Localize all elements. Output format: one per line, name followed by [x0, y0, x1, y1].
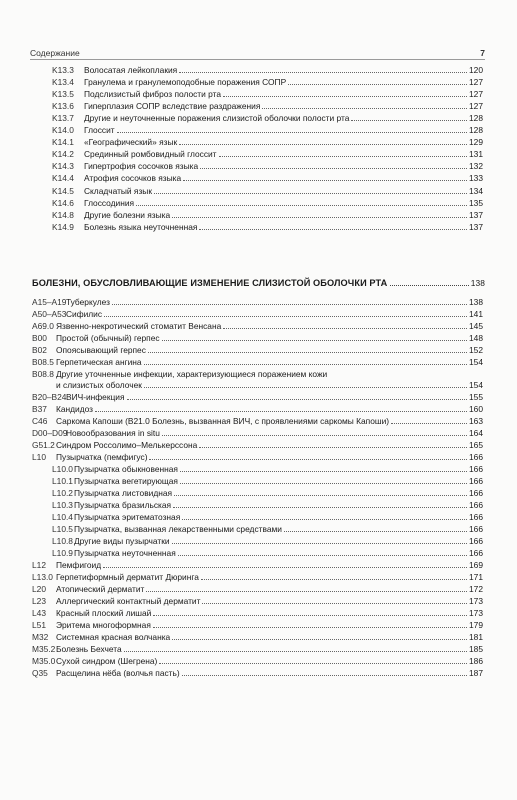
- toc-entry-page: 134: [469, 185, 483, 196]
- toc-entry-title: Атрофия сосочков языка: [84, 173, 182, 184]
- dot-leader: [162, 435, 467, 436]
- dot-leader: [144, 387, 467, 388]
- toc-entry-page: 135: [469, 197, 483, 208]
- dot-leader: [95, 411, 467, 412]
- toc-entry[interactable]: [32, 321, 483, 331]
- dot-leader: [390, 285, 468, 286]
- dot-leader: [117, 132, 467, 133]
- toc-entry[interactable]: [32, 297, 483, 307]
- dot-leader: [179, 144, 467, 145]
- dot-leader: [199, 447, 467, 448]
- toc-entry-code: D00–D09: [32, 428, 68, 439]
- toc-entry-code: K14.9: [52, 221, 74, 232]
- toc-entry-title: Кандидоз: [56, 404, 94, 415]
- toc-entry-page: 154: [469, 357, 483, 367]
- toc-entry[interactable]: [32, 333, 483, 343]
- dot-leader: [284, 531, 467, 532]
- toc-entry-title: Гиперплазия СОПР вследствие раздражения: [84, 101, 261, 112]
- toc-entry-title: Пемфигоид: [56, 560, 102, 571]
- dot-leader: [180, 483, 467, 484]
- dot-leader: [172, 639, 467, 640]
- toc-entry-title: Другие виды пузырчатки: [74, 536, 170, 547]
- toc-entry[interactable]: [52, 125, 483, 135]
- toc-entry-page: 137: [469, 221, 483, 232]
- toc-entry-code: B02: [32, 345, 47, 355]
- toc-entry-title: Сифилис: [66, 309, 103, 319]
- toc-entry[interactable]: [52, 512, 483, 522]
- toc-entry-page: 138: [469, 297, 483, 307]
- toc-entry-title: Складчатый язык: [84, 185, 152, 196]
- toc-entry-title: Туберкулез: [66, 297, 110, 307]
- dot-leader: [149, 459, 467, 460]
- toc-entry[interactable]: [52, 464, 483, 474]
- dot-leader: [201, 579, 467, 580]
- dot-leader: [351, 120, 467, 121]
- dot-leader: [172, 543, 467, 544]
- toc-entry-code: M35.0: [32, 656, 56, 667]
- toc-entry-code: L13.0: [32, 572, 53, 583]
- toc-entry-title: Пузырчатка бразильская: [74, 500, 172, 511]
- toc-entry[interactable]: [52, 222, 483, 232]
- toc-entry-page: 166: [469, 488, 483, 499]
- dot-leader: [182, 675, 467, 676]
- toc-entry-code: L10.5: [52, 524, 73, 535]
- toc-entry-code: A69.0: [32, 321, 54, 331]
- toc-entry-title: Расщелина нёба (волчья пасть): [56, 668, 180, 679]
- toc-entry-code: B00: [32, 333, 47, 343]
- toc-entry[interactable]: [32, 656, 483, 666]
- dot-leader: [103, 567, 467, 568]
- toc-entry-title: Пузырчатка, вызванная лекарственными средствами: [74, 524, 282, 535]
- toc-entry-title: Аллергический контактный дерматит: [56, 596, 201, 607]
- toc-entry-page: 160: [469, 404, 483, 415]
- header-section-title: Содержание: [30, 48, 80, 58]
- toc-entry-title: Язвенно-некротический стоматит Венсана: [56, 321, 222, 331]
- section-heading-title: БОЛЕЗНИ, ОБУСЛОВЛИВАЮЩИЕ ИЗМЕНЕНИЕ СЛИЗИСТОЙ ОБОЛОЧКИ РТА: [32, 278, 388, 288]
- dot-leader: [112, 304, 467, 305]
- toc-entry[interactable]: [32, 572, 483, 582]
- toc-entry[interactable]: [52, 524, 483, 534]
- toc-entry-page: 164: [469, 428, 483, 439]
- toc-entry-title: Пузырчатка неуточненная: [74, 548, 176, 559]
- toc-entry-title: Глоссодиния: [84, 197, 135, 208]
- toc-entry[interactable]: [32, 416, 483, 426]
- toc-entry[interactable]: [52, 548, 483, 558]
- toc-entry-page: 181: [469, 632, 483, 643]
- toc-entry[interactable]: [32, 668, 483, 678]
- toc-entry-title: Новообразования in situ: [66, 428, 160, 439]
- toc-entry-title: Пузырчатка обыкновенная: [74, 464, 178, 475]
- toc-entry-code: K14.1: [52, 137, 74, 148]
- toc-entry-code: K14.8: [52, 209, 74, 220]
- toc-entry[interactable]: [32, 560, 483, 570]
- dot-leader: [173, 507, 467, 508]
- toc-entry[interactable]: [52, 198, 483, 208]
- dot-leader: [174, 495, 467, 496]
- dot-leader: [148, 352, 467, 353]
- toc-entry-title: Синдром Россолимо–Мелькерссона: [56, 440, 198, 451]
- toc-entry-page: 172: [469, 584, 483, 595]
- toc-entry-title: Волосатая лейкоплакия: [84, 65, 178, 75]
- toc-entry-title: Болезнь Бехчета: [56, 644, 122, 655]
- toc-entry-title: Пузырчатка (пемфигус): [56, 452, 148, 463]
- toc-entry[interactable]: [32, 392, 483, 402]
- toc-entry-code: K13.6: [52, 101, 74, 112]
- toc-entry-page: 173: [469, 596, 483, 607]
- toc-entry[interactable]: [32, 309, 483, 319]
- dot-leader: [136, 205, 467, 206]
- toc-entry-title: «Географический» язык: [84, 137, 178, 148]
- toc-entry-title: Другие болезни языка: [84, 209, 171, 220]
- toc-entry-title: Герпетиформный дерматит Дюринга: [56, 572, 199, 583]
- toc-entry-title: Системная красная волчанка: [56, 632, 171, 643]
- toc-entry-code: C46: [32, 416, 48, 427]
- toc-entry-title: Пузырчатка вегетирующая: [74, 476, 178, 487]
- toc-entry[interactable]: [32, 452, 483, 462]
- dot-leader: [104, 316, 467, 317]
- dot-leader: [179, 72, 467, 73]
- toc-entry-page: 166: [469, 452, 483, 463]
- toc-entry-page: 141: [469, 309, 483, 319]
- toc-entry[interactable]: [32, 345, 483, 355]
- toc-entry-page: 129: [469, 137, 483, 148]
- toc-entry-page: 163: [469, 416, 483, 427]
- toc-entry-page: 187: [469, 668, 483, 679]
- dot-leader: [178, 555, 467, 556]
- toc-entry-title: Сухой синдром (Шегрена): [56, 656, 158, 667]
- toc-entry[interactable]: [32, 608, 483, 618]
- toc-entry-code: A50–A53: [32, 309, 67, 319]
- toc-entry-code: M35.2: [32, 644, 56, 655]
- toc-entry-code: L10.9: [52, 548, 73, 559]
- toc-entry[interactable]: [52, 77, 483, 87]
- toc-entry-code: L10: [32, 452, 46, 463]
- toc-entry-code: L43: [32, 608, 46, 619]
- toc-entry-page: 131: [469, 149, 483, 160]
- toc-entry-page: 166: [469, 512, 483, 523]
- toc-entry[interactable]: [52, 173, 483, 183]
- toc-entry-code: K14.2: [52, 149, 74, 160]
- header-page-number: 7: [480, 48, 485, 58]
- toc-entry-code: K14.6: [52, 197, 74, 208]
- dot-leader: [182, 519, 467, 520]
- toc-entry-page: 127: [469, 89, 483, 100]
- toc-entry[interactable]: [32, 632, 483, 642]
- toc-entry-page: 154: [469, 379, 483, 390]
- toc-entry[interactable]: [52, 500, 483, 510]
- toc-entry[interactable]: [32, 404, 483, 414]
- toc-entry[interactable]: [52, 476, 483, 486]
- dot-leader: [153, 615, 467, 616]
- toc-entry[interactable]: [52, 137, 483, 147]
- toc-entry-title: Глоссит: [84, 125, 115, 136]
- toc-entry-code: L10.0: [52, 464, 73, 475]
- toc-entry-title: Атопический дерматит: [56, 584, 145, 595]
- dot-leader: [288, 84, 467, 85]
- dot-leader: [144, 364, 467, 365]
- toc-entry-page: 186: [469, 656, 483, 667]
- toc-entry-page: 165: [469, 440, 483, 451]
- toc-entry-page: 132: [469, 161, 483, 172]
- toc-entry[interactable]: [52, 536, 483, 546]
- toc-entry[interactable]: [32, 584, 483, 594]
- toc-entry-title: Гипертрофия сосочков языка: [84, 161, 199, 172]
- toc-entry-title: Срединный ромбовидный глоссит: [84, 149, 217, 160]
- toc-entry-page: 166: [469, 548, 483, 559]
- dot-leader: [223, 96, 467, 97]
- toc-entry[interactable]: [32, 428, 483, 438]
- toc-entry-page: 171: [469, 572, 483, 583]
- toc-entry-page: 173: [469, 608, 483, 619]
- toc-entry[interactable]: [52, 488, 483, 498]
- toc-entry-code: K14.4: [52, 173, 74, 184]
- toc-entry-code: K14.0: [52, 125, 74, 136]
- toc-entry-code: Q35: [32, 668, 48, 679]
- toc-entry-page: 152: [469, 345, 483, 355]
- dot-leader: [180, 471, 467, 472]
- toc-entry-title: Герпетическая ангина: [56, 357, 142, 367]
- toc-entry-page: 120: [469, 65, 483, 75]
- toc-entry-code: L51: [32, 620, 46, 631]
- toc-entry-title-cont: и слизистых оболочек: [56, 379, 142, 390]
- toc-entry-page: 169: [469, 560, 483, 571]
- toc-entry-code: B08.8: [32, 369, 54, 379]
- toc-entry-continuation[interactable]: [56, 380, 483, 390]
- toc-entry-page: 145: [469, 321, 483, 331]
- toc-entry-page: 128: [469, 125, 483, 136]
- dot-leader: [159, 663, 467, 664]
- dot-leader: [262, 108, 467, 109]
- toc-entry[interactable]: [32, 620, 483, 630]
- toc-entry-title: Другие уточненные инфекции, характеризующиеся поражением кожи: [56, 369, 328, 379]
- toc-entry-title: Болезнь языка неуточненная: [84, 221, 198, 232]
- toc-entry-code: B20–B24: [32, 392, 67, 403]
- section-heading-page: 138: [470, 278, 485, 288]
- toc-entry-code: M32: [32, 632, 49, 643]
- toc-entry-title: Пузырчатка листовидная: [74, 488, 173, 499]
- toc-entry-code: L10.4: [52, 512, 73, 523]
- dot-leader: [219, 156, 467, 157]
- header-rule: [30, 59, 485, 60]
- toc-entry-code: L20: [32, 584, 46, 595]
- toc-entry[interactable]: [32, 369, 483, 379]
- toc-entry-title: Другие и неуточненные поражения слизистой оболочки полости рта: [84, 113, 350, 124]
- toc-entry[interactable]: [32, 357, 483, 367]
- toc-entry[interactable]: [32, 644, 483, 654]
- section-heading[interactable]: [32, 278, 485, 288]
- toc-entry-code: L12: [32, 560, 46, 571]
- toc-entry-title: ВИЧ-инфекция: [66, 392, 125, 403]
- toc-entry-title: Подслизистый фиброз полости рта: [84, 89, 222, 100]
- toc-entry-title: Красный плоский лишай: [56, 608, 152, 619]
- toc-entry-page: 179: [469, 620, 483, 631]
- toc-entry[interactable]: [52, 113, 483, 123]
- toc-entry-code: K14.3: [52, 161, 74, 172]
- toc-entry-code: K13.7: [52, 113, 74, 124]
- toc-entry-page: 137: [469, 209, 483, 220]
- dot-leader: [200, 168, 467, 169]
- toc-entry-code: L10.8: [52, 536, 73, 547]
- toc-entry-code: G51.2: [32, 440, 55, 451]
- dot-leader: [127, 399, 467, 400]
- dot-leader: [183, 180, 467, 181]
- toc-entry-code: K13.4: [52, 77, 74, 88]
- toc-entry-code: L10.2: [52, 488, 73, 499]
- dot-leader: [162, 340, 467, 341]
- toc-entry-code: A15–A19: [32, 297, 67, 307]
- dot-leader: [172, 217, 467, 218]
- toc-entry-page: 166: [469, 524, 483, 535]
- toc-entry-code: K13.5: [52, 89, 74, 100]
- toc-entry-code: B37: [32, 404, 47, 415]
- toc-entry-page: 166: [469, 476, 483, 487]
- toc-entry[interactable]: [52, 65, 483, 75]
- dot-leader: [223, 328, 467, 329]
- toc-entry-code: B08.5: [32, 357, 54, 367]
- toc-entry[interactable]: [52, 186, 483, 196]
- dot-leader: [153, 627, 467, 628]
- toc-entry-title: Пузырчатка эритематозная: [74, 512, 181, 523]
- toc-entry[interactable]: [52, 210, 483, 220]
- toc-entry-page: 185: [469, 644, 483, 655]
- toc-entry[interactable]: [52, 89, 483, 99]
- toc-entry-title: Простой (обычный) герпес: [56, 333, 160, 343]
- toc-entry-title: Эритема многоформная: [56, 620, 151, 631]
- dot-leader: [199, 229, 467, 230]
- toc-entry-code: K13.3: [52, 65, 74, 75]
- dot-leader: [391, 423, 467, 424]
- toc-entry[interactable]: [52, 161, 483, 171]
- toc-entry-title: Саркома Капоши (B21.0 Болезнь, вызванная ВИЧ, с проявлениями саркомы Капоши): [56, 416, 390, 427]
- running-header: [30, 44, 485, 58]
- dot-leader: [146, 591, 467, 592]
- toc-entry[interactable]: [52, 149, 483, 159]
- toc-entry-page: 166: [469, 500, 483, 511]
- toc-entry-page: 166: [469, 464, 483, 475]
- dot-leader: [154, 193, 467, 194]
- toc-entry[interactable]: [32, 440, 483, 450]
- toc-entry-page: 133: [469, 173, 483, 184]
- toc-entry-code: L10.1: [52, 476, 73, 487]
- dot-leader: [124, 651, 467, 652]
- toc-entry-title: Опоясывающий герпес: [56, 345, 146, 355]
- toc-entry-page: 127: [469, 101, 483, 112]
- toc-entry-code: L23: [32, 596, 46, 607]
- toc-entry[interactable]: [52, 101, 483, 111]
- toc-entry-page: 127: [469, 77, 483, 88]
- toc-entry-code: L10.3: [52, 500, 73, 511]
- toc-entry-page: 155: [469, 392, 483, 403]
- toc-entry[interactable]: [32, 596, 483, 606]
- toc-entry-page: 166: [469, 536, 483, 547]
- toc-entry-code: K14.5: [52, 185, 74, 196]
- dot-leader: [202, 603, 467, 604]
- toc-entry-page: 128: [469, 113, 483, 124]
- toc-entry-title: Гранулема и гранулемоподобные поражения СОПР: [84, 77, 287, 88]
- toc-entry-page: 148: [469, 333, 483, 343]
